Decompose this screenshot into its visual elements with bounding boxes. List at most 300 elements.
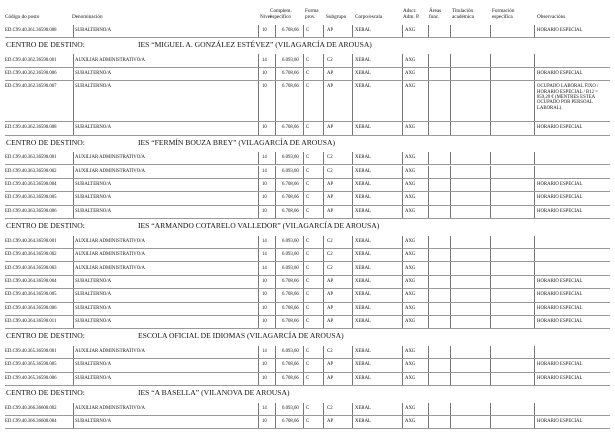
cell-nivel: 14 xyxy=(262,168,267,174)
cell-observacions: HORARIO ESPECIAL xyxy=(537,362,583,368)
column-rule xyxy=(275,192,276,205)
section-label: CENTRO DE DESTINO: xyxy=(6,137,85,147)
cell-forma-prov: C xyxy=(306,319,310,325)
column-rule xyxy=(534,236,535,249)
column-rule xyxy=(402,346,403,359)
cell-forma-prov: C xyxy=(306,57,310,63)
column-rule xyxy=(534,81,535,122)
column-rule xyxy=(258,206,259,219)
table-row xyxy=(0,179,615,192)
column-rule xyxy=(450,316,451,329)
table-row xyxy=(0,236,615,249)
column-rule xyxy=(490,416,491,429)
cell-complemento: 6.093,60 xyxy=(282,265,299,271)
column-rule xyxy=(490,236,491,249)
column-rule xyxy=(450,276,451,289)
cell-subgrupo: AP xyxy=(327,419,334,425)
cell-subgrupo: AP xyxy=(327,278,334,284)
column-rule xyxy=(402,122,403,135)
cell-denominacion: AUXILIAR ADMINISTRATIVO/A xyxy=(75,238,145,244)
column-rule xyxy=(450,54,451,67)
cell-corpo: XERAL xyxy=(355,125,371,131)
row-rule xyxy=(5,385,610,386)
column-rule xyxy=(428,166,429,179)
cell-denominacion: SUBALTERNO/A xyxy=(75,208,112,214)
column-rule xyxy=(490,179,491,192)
column-rule xyxy=(534,68,535,81)
cell-observacions: HORARIO ESPECIAL xyxy=(537,208,583,214)
column-rule xyxy=(428,346,429,359)
cell-forma-prov: C xyxy=(306,278,310,284)
column-rule xyxy=(402,262,403,275)
cell-forma-prov: C xyxy=(306,362,310,368)
cell-forma-prov: C xyxy=(306,349,310,355)
column-rule xyxy=(428,316,429,329)
column-rule xyxy=(428,373,429,386)
cell-complemento: 6.708,66 xyxy=(282,362,299,368)
cell-codigo: ED.C99.40.361.36590.008 xyxy=(5,27,57,33)
cell-subgrupo: C2 xyxy=(327,168,333,174)
column-rule xyxy=(402,179,403,192)
section-label: CENTRO DE DESTINO: xyxy=(6,388,85,398)
column-rule xyxy=(303,416,304,429)
cell-observacions: HORARIO ESPECIAL xyxy=(537,419,583,425)
cell-corpo: XERAL xyxy=(355,195,371,201)
cell-forma-prov: C xyxy=(306,168,310,174)
column-rule xyxy=(450,68,451,81)
cell-complemento: 6.093,60 xyxy=(282,57,299,63)
cell-codigo: ED.C99.40.364.36590.006 xyxy=(5,305,57,311)
cell-codigo: ED.C99.40.364.36590.004 xyxy=(5,278,57,284)
cell-adscricion: AXG xyxy=(405,305,416,311)
column-rule xyxy=(323,54,324,67)
table-row xyxy=(0,122,615,135)
column-rule xyxy=(323,166,324,179)
header-forma-prov: Forma prov. xyxy=(305,8,319,20)
column-rule xyxy=(323,373,324,386)
table-row xyxy=(0,54,615,67)
column-rule xyxy=(450,81,451,122)
cell-observacions: HORARIO ESPECIAL xyxy=(537,27,583,33)
cell-nivel: 14 xyxy=(262,238,267,244)
cell-denominacion: SUBALTERNO/A xyxy=(75,305,112,311)
column-rule xyxy=(323,276,324,289)
cell-subgrupo: C2 xyxy=(327,238,333,244)
cell-codigo: ED.C99.40.363.36590.002 xyxy=(5,168,57,174)
cell-corpo: XERAL xyxy=(355,319,371,325)
column-rule xyxy=(73,166,74,179)
cell-denominacion: SUBALTERNO/A xyxy=(75,70,112,76)
cell-adscricion: AXG xyxy=(405,419,416,425)
column-rule xyxy=(534,262,535,275)
cell-forma-prov: C xyxy=(306,375,310,381)
column-rule xyxy=(352,81,353,122)
column-rule xyxy=(352,152,353,165)
header-formacion: Formación específica xyxy=(492,8,515,20)
cell-denominacion: SUBALTERNO/A xyxy=(75,84,112,90)
cell-denominacion: AUXILIAR ADMINISTRATIVO/A xyxy=(75,252,145,258)
column-rule xyxy=(73,152,74,165)
column-rule xyxy=(303,54,304,67)
column-rule xyxy=(352,206,353,219)
cell-codigo: ED.C99.40.362.36590.008 xyxy=(5,125,57,131)
cell-observacions: HORARIO ESPECIAL xyxy=(537,125,583,131)
column-rule xyxy=(275,316,276,329)
column-rule xyxy=(303,206,304,219)
cell-nivel: 10 xyxy=(262,278,267,284)
column-rule xyxy=(402,373,403,386)
table-row xyxy=(0,25,615,38)
column-rule xyxy=(352,166,353,179)
cell-denominacion: AUXILIAR ADMINISTRATIVO/A xyxy=(75,168,145,174)
column-rule xyxy=(428,416,429,429)
cell-adscricion: AXG xyxy=(405,208,416,214)
cell-nivel: 10 xyxy=(262,305,267,311)
column-rule xyxy=(490,166,491,179)
column-rule xyxy=(490,152,491,165)
column-rule xyxy=(258,179,259,192)
column-rule xyxy=(275,122,276,135)
cell-codigo: ED.C99.40.366.36600.002 xyxy=(5,405,57,411)
column-rule xyxy=(303,192,304,205)
cell-subgrupo: C2 xyxy=(327,349,333,355)
column-rule xyxy=(402,68,403,81)
column-rule xyxy=(402,316,403,329)
column-rule xyxy=(490,122,491,135)
cell-adscricion: AXG xyxy=(405,125,416,131)
cell-observacions: HORARIO ESPECIAL xyxy=(537,278,583,284)
column-rule xyxy=(352,192,353,205)
column-rule xyxy=(323,289,324,302)
column-rule xyxy=(303,289,304,302)
cell-adscricion: AXG xyxy=(405,238,416,244)
column-rule xyxy=(490,373,491,386)
column-rule xyxy=(258,236,259,249)
column-rule xyxy=(490,192,491,205)
column-rule xyxy=(323,179,324,192)
cell-codigo: ED.C99.40.362.36590.007 xyxy=(5,84,57,90)
cell-complemento: 6.093,60 xyxy=(282,252,299,258)
cell-complemento: 6.708,66 xyxy=(282,292,299,298)
column-rule xyxy=(323,206,324,219)
cell-subgrupo: C2 xyxy=(327,405,333,411)
cell-corpo: XERAL xyxy=(355,278,371,284)
cell-denominacion: AUXILIAR ADMINISTRATIVO/A xyxy=(75,57,145,63)
table-row xyxy=(0,316,615,329)
header-denominacion: Denominación xyxy=(72,14,103,20)
column-rule xyxy=(303,179,304,192)
cell-nivel: 14 xyxy=(262,252,267,258)
cell-corpo: XERAL xyxy=(355,292,371,298)
cell-complemento: 6.708,66 xyxy=(282,278,299,284)
column-rule xyxy=(323,359,324,372)
cell-nivel: 10 xyxy=(262,195,267,201)
cell-corpo: XERAL xyxy=(355,57,371,63)
cell-codigo: ED.C99.40.364.36590.003 xyxy=(5,265,57,271)
table-row xyxy=(0,166,615,179)
cell-complemento: 6.708,66 xyxy=(282,375,299,381)
cell-nivel: 10 xyxy=(262,319,267,325)
column-rule xyxy=(428,289,429,302)
cell-forma-prov: C xyxy=(306,405,310,411)
cell-corpo: XERAL xyxy=(355,305,371,311)
cell-complemento: 6.093,60 xyxy=(282,349,299,355)
column-rule xyxy=(352,262,353,275)
column-rule xyxy=(258,373,259,386)
header-complemento: Complem. específico xyxy=(270,8,292,20)
column-rule xyxy=(303,346,304,359)
column-rule xyxy=(73,236,74,249)
cell-adscricion: AXG xyxy=(405,265,416,271)
column-rule xyxy=(275,206,276,219)
column-rule xyxy=(352,289,353,302)
column-rule xyxy=(73,276,74,289)
cell-subgrupo: AP xyxy=(327,70,334,76)
cell-denominacion: SUBALTERNO/A xyxy=(75,375,112,381)
column-rule xyxy=(490,68,491,81)
column-rule xyxy=(258,25,259,38)
column-rule xyxy=(258,403,259,416)
table-row xyxy=(0,359,615,372)
column-rule xyxy=(258,276,259,289)
column-rule xyxy=(428,192,429,205)
cell-denominacion: SUBALTERNO/A xyxy=(75,419,112,425)
column-rule xyxy=(450,346,451,359)
cell-denominacion: SUBALTERNO/A xyxy=(75,278,112,284)
column-rule xyxy=(402,206,403,219)
column-rule xyxy=(428,25,429,38)
cell-adscricion: AXG xyxy=(405,27,416,33)
table-row xyxy=(0,403,615,416)
column-rule xyxy=(303,262,304,275)
column-rule xyxy=(450,373,451,386)
cell-complemento: 6.708,66 xyxy=(282,125,299,131)
column-rule xyxy=(73,416,74,429)
column-rule xyxy=(352,316,353,329)
cell-forma-prov: C xyxy=(306,27,310,33)
column-rule xyxy=(402,192,403,205)
table-row xyxy=(0,152,615,165)
column-rule xyxy=(352,179,353,192)
column-rule xyxy=(490,316,491,329)
table-row xyxy=(0,206,615,219)
cell-subgrupo: AP xyxy=(327,375,334,381)
cell-subgrupo: AP xyxy=(327,208,334,214)
header-areas: Áreas func. xyxy=(429,8,442,20)
column-rule xyxy=(323,346,324,359)
column-rule xyxy=(352,346,353,359)
cell-subgrupo: AP xyxy=(327,305,334,311)
cell-codigo: ED.C99.40.365.36590.001 xyxy=(5,349,57,355)
column-rule xyxy=(303,403,304,416)
column-rule xyxy=(303,303,304,316)
column-rule xyxy=(303,25,304,38)
table-row xyxy=(0,249,615,262)
column-rule xyxy=(352,25,353,38)
column-rule xyxy=(275,54,276,67)
cell-subgrupo: C2 xyxy=(327,155,333,161)
column-rule xyxy=(73,262,74,275)
column-rule xyxy=(428,68,429,81)
cell-nivel: 10 xyxy=(262,125,267,131)
column-rule xyxy=(534,303,535,316)
cell-adscricion: AXG xyxy=(405,278,416,284)
column-rule xyxy=(303,68,304,81)
column-rule xyxy=(428,206,429,219)
section-center-name: IES “A BASELLA” (VILANOVA DE AROUSA) xyxy=(138,388,290,398)
header-codigo: Código do posto xyxy=(5,14,40,20)
column-rule xyxy=(428,122,429,135)
column-rule xyxy=(73,249,74,262)
column-rule xyxy=(534,276,535,289)
cell-corpo: XERAL xyxy=(355,182,371,188)
cell-codigo: ED.C99.40.364.36590.002 xyxy=(5,252,57,258)
row-rule xyxy=(5,218,610,219)
column-rule xyxy=(73,403,74,416)
column-rule xyxy=(258,346,259,359)
row-rule xyxy=(5,135,610,136)
column-rule xyxy=(428,179,429,192)
column-rule xyxy=(323,236,324,249)
column-rule xyxy=(275,262,276,275)
column-rule xyxy=(450,166,451,179)
column-rule xyxy=(323,81,324,122)
cell-adscricion: AXG xyxy=(405,405,416,411)
cell-corpo: XERAL xyxy=(355,70,371,76)
column-rule xyxy=(428,81,429,122)
column-rule xyxy=(450,359,451,372)
column-rule xyxy=(352,236,353,249)
header-observacions: Observacións xyxy=(537,14,566,20)
cell-nivel: 10 xyxy=(262,84,267,90)
cell-adscricion: AXG xyxy=(405,375,416,381)
column-rule xyxy=(534,416,535,429)
column-rule xyxy=(352,68,353,81)
cell-nivel: 10 xyxy=(262,292,267,298)
column-rule xyxy=(534,25,535,38)
cell-denominacion: SUBALTERNO/A xyxy=(75,182,112,188)
cell-codigo: ED.C99.40.364.36590.001 xyxy=(5,238,57,244)
cell-forma-prov: C xyxy=(306,252,310,258)
column-rule xyxy=(275,25,276,38)
cell-nivel: 14 xyxy=(262,405,267,411)
column-rule xyxy=(323,316,324,329)
column-rule xyxy=(258,122,259,135)
column-rule xyxy=(275,236,276,249)
column-rule xyxy=(258,359,259,372)
section-center-name: IES “FERMÍN BOUZA BREY” (VILAGARCÍA DE AROUSA) xyxy=(138,137,336,147)
column-rule xyxy=(73,122,74,135)
column-rule xyxy=(352,276,353,289)
column-rule xyxy=(323,262,324,275)
column-rule xyxy=(450,262,451,275)
cell-subgrupo: C2 xyxy=(327,252,333,258)
column-rule xyxy=(352,249,353,262)
column-rule xyxy=(275,68,276,81)
column-rule xyxy=(534,122,535,135)
column-rule xyxy=(258,416,259,429)
column-rule xyxy=(534,289,535,302)
table-row xyxy=(0,68,615,81)
cell-adscricion: AXG xyxy=(405,155,416,161)
column-rule xyxy=(534,152,535,165)
cell-codigo: ED.C99.40.363.36590.006 xyxy=(5,208,57,214)
column-rule xyxy=(490,262,491,275)
header-subgrupo: Subgrupo xyxy=(326,14,347,20)
column-rule xyxy=(490,346,491,359)
cell-nivel: 10 xyxy=(262,419,267,425)
cell-forma-prov: C xyxy=(306,305,310,311)
cell-complemento: 6.093,60 xyxy=(282,168,299,174)
cell-denominacion: SUBALTERNO/A xyxy=(75,292,112,298)
cell-complemento: 6.093,60 xyxy=(282,405,299,411)
cell-nivel: 14 xyxy=(262,349,267,355)
column-rule xyxy=(534,316,535,329)
column-rule xyxy=(450,303,451,316)
column-rule xyxy=(275,416,276,429)
column-rule xyxy=(275,249,276,262)
column-rule xyxy=(402,152,403,165)
column-rule xyxy=(73,303,74,316)
cell-codigo: ED.C99.40.365.36590.006 xyxy=(5,375,57,381)
section-label: CENTRO DE DESTINO: xyxy=(6,39,85,49)
cell-complemento: 6.708,66 xyxy=(282,305,299,311)
cell-denominacion: AUXILIAR ADMINISTRATIVO/A xyxy=(75,349,145,355)
cell-corpo: XERAL xyxy=(355,252,371,258)
column-rule xyxy=(323,25,324,38)
cell-nivel: 14 xyxy=(262,57,267,63)
cell-observacions: HORARIO ESPECIAL xyxy=(537,319,583,325)
cell-corpo: XERAL xyxy=(355,265,371,271)
column-rule xyxy=(275,179,276,192)
cell-subgrupo: AP xyxy=(327,319,334,325)
column-rule xyxy=(258,249,259,262)
column-rule xyxy=(402,25,403,38)
column-rule xyxy=(275,359,276,372)
column-rule xyxy=(428,276,429,289)
section-label: CENTRO DE DESTINO: xyxy=(6,331,85,341)
column-rule xyxy=(303,316,304,329)
cell-complemento: 6.708,66 xyxy=(282,419,299,425)
cell-codigo: ED.C99.40.364.36590.011 xyxy=(5,319,57,325)
cell-corpo: XERAL xyxy=(355,238,371,244)
cell-adscricion: AXG xyxy=(405,182,416,188)
column-rule xyxy=(352,122,353,135)
column-rule xyxy=(428,262,429,275)
column-rule xyxy=(534,179,535,192)
row-rule xyxy=(5,37,610,38)
cell-complemento: 6.708,66 xyxy=(282,195,299,201)
column-rule xyxy=(402,166,403,179)
cell-denominacion: AUXILIAR ADMINISTRATIVO/A xyxy=(75,155,145,161)
column-rule xyxy=(352,403,353,416)
column-rule xyxy=(402,54,403,67)
column-rule xyxy=(258,192,259,205)
column-rule xyxy=(402,81,403,122)
column-rule xyxy=(450,179,451,192)
column-rule xyxy=(490,81,491,122)
column-rule xyxy=(73,25,74,38)
header-titulacion: Titulación académica xyxy=(452,8,474,20)
section-label: CENTRO DE DESTINO: xyxy=(6,221,85,231)
column-rule xyxy=(258,166,259,179)
cell-nivel: 10 xyxy=(262,27,267,33)
cell-corpo: XERAL xyxy=(355,419,371,425)
cell-corpo: XERAL xyxy=(355,208,371,214)
cell-complemento: 6.093,60 xyxy=(282,155,299,161)
cell-complemento: 6.708,66 xyxy=(282,27,299,33)
cell-nivel: 10 xyxy=(262,182,267,188)
